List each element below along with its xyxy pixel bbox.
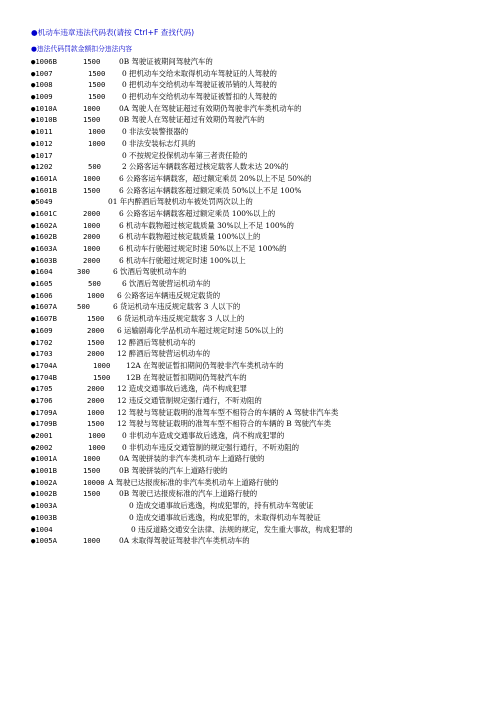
fine-amount: 300 bbox=[77, 267, 90, 277]
violation-code-list bbox=[31, 56, 491, 547]
violation-code: ●1704A bbox=[31, 360, 57, 370]
list-item bbox=[31, 173, 491, 185]
violation-description: 0 造成交通事故后逃逸，构成犯罪的，持有机动车驾驶证 bbox=[129, 501, 314, 511]
fine-amount: 1500 bbox=[87, 419, 105, 429]
violation-code: ●1706 bbox=[31, 395, 53, 405]
list-item bbox=[31, 185, 491, 197]
violation-description: 0 违反道路交通安全法律、法规的规定，发生重大事故，构成犯罪的 bbox=[131, 524, 353, 534]
fine-amount: 1000 bbox=[83, 536, 101, 546]
list-item bbox=[31, 114, 491, 126]
violation-code: ●1702 bbox=[31, 337, 53, 347]
violation-description: 0B 驾驶拼装的汽车上道路行驶的 bbox=[119, 466, 228, 476]
violation-description: 12 醉酒后驾驶机动车的 bbox=[117, 337, 196, 347]
violation-description: 12 醉酒后驾驶营运机动车的 bbox=[117, 349, 211, 359]
fine-amount: 2000 bbox=[83, 208, 101, 218]
list-item bbox=[31, 68, 491, 80]
fine-amount: 1000 bbox=[87, 290, 105, 300]
list-item bbox=[31, 442, 491, 454]
violation-description: 12 驾驶与驾驶证载明的准驾车型不相符合的车辆的 A 驾驶非汽车类 bbox=[117, 407, 339, 417]
violation-code: ●2001 bbox=[31, 431, 53, 440]
list-item bbox=[31, 407, 491, 419]
violation-description: 0 非法安装标志灯具的 bbox=[122, 138, 196, 148]
list-item bbox=[31, 255, 491, 267]
fine-amount: 1000 bbox=[83, 103, 101, 113]
list-item bbox=[31, 231, 491, 243]
list-item bbox=[31, 161, 491, 173]
list-item bbox=[31, 512, 491, 524]
violation-code: ●1607A bbox=[31, 302, 57, 312]
list-item bbox=[31, 103, 491, 115]
violation-description: 6 机动车行驶超过规定时速 100%以上 bbox=[119, 255, 246, 265]
list-item bbox=[31, 243, 491, 255]
fine-amount: 2000 bbox=[87, 325, 105, 335]
list-item bbox=[31, 430, 491, 442]
fine-amount: 2000 bbox=[87, 395, 105, 405]
list-item bbox=[31, 138, 491, 150]
violation-description: 0B 驾驶人在驾驶证超过有效期仍驾驶汽车的 bbox=[119, 115, 265, 125]
list-item bbox=[31, 79, 491, 91]
violation-description: 12B 在驾驶证暂扣期间仍驾驶汽车的 bbox=[126, 372, 247, 382]
list-item bbox=[31, 208, 491, 220]
fine-amount: 1000 bbox=[83, 173, 101, 183]
violation-description: 6 饮酒后驾驶机动车的 bbox=[113, 267, 187, 277]
violation-code: ●1011 bbox=[31, 127, 53, 137]
violation-code: ●1601C bbox=[31, 208, 57, 218]
list-item bbox=[31, 477, 491, 489]
violation-description: 0 把机动车交给机动车驾驶证被暂扣的人驾驶的 bbox=[122, 92, 277, 102]
violation-code: ●1601A bbox=[31, 173, 57, 183]
violation-description: A 驾驶已达报废标准的非汽车类机动车上道路行驶的 bbox=[108, 477, 279, 487]
violation-code: ●1606 bbox=[31, 290, 53, 300]
list-item bbox=[31, 301, 491, 313]
list-item bbox=[31, 500, 491, 512]
violation-code: ●1603B bbox=[31, 255, 57, 265]
violation-code: ●2002 bbox=[31, 442, 53, 452]
table-header: ●违法代码罚款金额扣分违法内容 bbox=[31, 45, 133, 53]
list-item bbox=[31, 524, 491, 536]
list-item bbox=[31, 56, 491, 68]
violation-description: 0A 未取得驾驶证驾驶非汽车类机动车的 bbox=[119, 536, 250, 546]
violation-description: 12 驾驶与驾驶证载明的准驾车型不相符合的车辆的 B 驾驶汽车类 bbox=[117, 419, 332, 429]
violation-description: 6 饮酒后驾驶营运机动车的 bbox=[122, 279, 211, 289]
violation-description: 01 年内醉酒后驾驶机动车被处罚两次以上的 bbox=[108, 197, 253, 207]
violation-description: 6 货运机动车违反规定载客 3 人以上的 bbox=[117, 314, 245, 324]
page-title: ●机动车违章违法代码表(请按 Ctrl+F 查找代码) bbox=[31, 28, 195, 37]
list-item bbox=[31, 91, 491, 103]
list-item bbox=[31, 418, 491, 430]
violation-description: 0 把机动车交给未取得机动车驾驶证的人驾驶的 bbox=[122, 68, 277, 78]
fine-amount: 1000 bbox=[93, 360, 111, 370]
violation-description: 0 不按规定投保机动车第三者责任险的 bbox=[122, 150, 248, 160]
violation-description: 6 机动车行驶超过规定时速 50%以上不足 100%的 bbox=[119, 244, 287, 253]
fine-amount: 1500 bbox=[88, 92, 106, 102]
fine-amount: 1500 bbox=[83, 466, 101, 476]
fine-amount: 500 bbox=[88, 279, 101, 289]
list-item bbox=[31, 488, 491, 500]
violation-code: ●1202 bbox=[31, 162, 53, 172]
fine-amount: 1000 bbox=[83, 454, 101, 464]
list-item bbox=[31, 266, 491, 278]
fine-amount: 1000 bbox=[88, 431, 106, 440]
violation-code: ●1605 bbox=[31, 279, 53, 289]
violation-code: ●1010B bbox=[31, 115, 57, 125]
fine-amount: 1500 bbox=[83, 115, 101, 125]
violation-description: 0 把机动车交给机动车驾驶证被吊销的人驾驶的 bbox=[122, 80, 277, 90]
list-item bbox=[31, 372, 491, 384]
violation-description: 12A 在驾驶证暂扣期间仍驾驶非汽车类机动车的 bbox=[126, 360, 284, 370]
violation-code: ●1602A bbox=[31, 220, 57, 230]
violation-code: ●1010A bbox=[31, 103, 57, 113]
violation-description: 6 公路客运车辆载客超过额定乘员 100%以上的 bbox=[119, 208, 276, 218]
violation-code: ●1607B bbox=[31, 314, 57, 324]
fine-amount: 500 bbox=[88, 162, 101, 172]
fine-amount: 1000 bbox=[88, 442, 106, 452]
violation-description: 6 公路客运车辆违反规定载货的 bbox=[117, 290, 221, 300]
violation-code: ●1008 bbox=[31, 80, 53, 90]
violation-description: 0 非机动车造成交通事故后逃逸，尚不构成犯罪的 bbox=[122, 431, 285, 440]
violation-code: ●5049 bbox=[31, 197, 53, 207]
fine-amount: 10000 bbox=[83, 477, 105, 487]
fine-amount: 1000 bbox=[88, 127, 106, 137]
violation-code: ●1602B bbox=[31, 232, 57, 242]
list-item bbox=[31, 278, 491, 290]
fine-amount: 1000 bbox=[83, 220, 101, 230]
violation-code: ●1705 bbox=[31, 384, 53, 394]
fine-amount: 1500 bbox=[87, 337, 105, 347]
violation-code: ●1009 bbox=[31, 92, 53, 102]
fine-amount: 1500 bbox=[93, 372, 111, 382]
violation-description: 12 造成交通事故后逃逸，尚不构成犯罪 bbox=[117, 384, 248, 394]
fine-amount: 1500 bbox=[83, 489, 101, 499]
violation-code: ●1601B bbox=[31, 185, 57, 195]
fine-amount: 1500 bbox=[83, 57, 101, 66]
violation-description: 6 货运机动车违反规定载客 3 人以下的 bbox=[113, 302, 241, 312]
violation-description: 6 运输剧毒化学品机动车超过规定时速 50%以上的 bbox=[117, 325, 284, 335]
violation-code: ●1006B bbox=[31, 57, 57, 66]
list-item bbox=[31, 360, 491, 372]
fine-amount: 1500 bbox=[83, 185, 101, 195]
list-item bbox=[31, 325, 491, 337]
fine-amount: 500 bbox=[77, 302, 90, 312]
fine-amount: 1000 bbox=[88, 138, 106, 148]
list-item bbox=[31, 348, 491, 360]
list-item bbox=[31, 196, 491, 208]
violation-code: ●1604 bbox=[31, 267, 53, 277]
violation-description: 2 公路客运车辆载客超过核定载客人数未达 20%的 bbox=[122, 162, 289, 172]
violation-code: ●1007 bbox=[31, 68, 53, 78]
violation-code: ●1704B bbox=[31, 372, 57, 382]
violation-description: 6 公路客运车辆载客，超过额定乘员 20%以上不足 50%的 bbox=[119, 173, 312, 183]
violation-code: ●1709A bbox=[31, 407, 57, 417]
fine-amount: 2000 bbox=[83, 255, 101, 265]
violation-code: ●1001B bbox=[31, 466, 57, 476]
fine-amount: 2000 bbox=[83, 232, 101, 242]
fine-amount: 1500 bbox=[88, 80, 106, 90]
violation-code: ●1603A bbox=[31, 244, 57, 253]
list-item bbox=[31, 395, 491, 407]
fine-amount: 1500 bbox=[88, 68, 106, 78]
violation-code: ●1002A bbox=[31, 477, 57, 487]
list-item bbox=[31, 313, 491, 325]
violation-code: ●1005A bbox=[31, 536, 57, 546]
fine-amount: 1000 bbox=[87, 407, 105, 417]
violation-code: ●1012 bbox=[31, 138, 53, 148]
list-item bbox=[31, 337, 491, 349]
violation-code: ●1001A bbox=[31, 454, 57, 464]
violation-description: 0 造成交通事故后逃逸，构成犯罪的，未取得机动车驾驶证 bbox=[129, 512, 321, 522]
list-item bbox=[31, 383, 491, 395]
violation-description: 0B 驾驶已达报废标准的汽车上道路行驶的 bbox=[119, 489, 258, 499]
violation-description: 0 非法安装警报器的 bbox=[122, 127, 189, 137]
violation-code: ●1002B bbox=[31, 489, 57, 499]
list-item bbox=[31, 126, 491, 138]
list-item bbox=[31, 535, 491, 547]
list-item bbox=[31, 465, 491, 477]
violation-code: ●1703 bbox=[31, 349, 53, 359]
violation-description: 0A 驾驶人在驾驶证超过有效期仍驾驶非汽车类机动车的 bbox=[119, 103, 302, 113]
violation-code: ●1709B bbox=[31, 419, 57, 429]
violation-code: ●1017 bbox=[31, 150, 53, 160]
violation-description: 6 机动车载物超过核定载质量 30%以上不足 100%的 bbox=[119, 220, 294, 230]
violation-description: 0B 驾驶证被期间驾驶汽车的 bbox=[119, 57, 213, 66]
list-item bbox=[31, 150, 491, 162]
fine-amount: 2000 bbox=[87, 384, 105, 394]
violation-code: ●1003B bbox=[31, 512, 57, 522]
fine-amount: 1000 bbox=[83, 244, 101, 253]
violation-code: ●1004 bbox=[31, 524, 53, 534]
violation-description: 12 违反交通管制规定强行通行，不听劝阻的 bbox=[117, 395, 262, 405]
violation-description: 0 非机动车违反交通管制的规定强行通行，不听劝阻的 bbox=[122, 442, 300, 452]
violation-code: ●1609 bbox=[31, 325, 53, 335]
violation-description: 6 机动车载物超过核定载质量 100%以上的 bbox=[119, 232, 261, 242]
violation-description: 0A 驾驶拼装的非汽车类机动车上道路行驶的 bbox=[119, 454, 265, 464]
list-item bbox=[31, 453, 491, 465]
list-item bbox=[31, 220, 491, 232]
violation-code: ●1003A bbox=[31, 501, 57, 511]
fine-amount: 2000 bbox=[87, 349, 105, 359]
fine-amount: 1500 bbox=[87, 314, 105, 324]
violation-description: 6 公路客运车辆载客超过额定乘员 50%以上不足 100% bbox=[119, 185, 302, 195]
list-item bbox=[31, 290, 491, 302]
